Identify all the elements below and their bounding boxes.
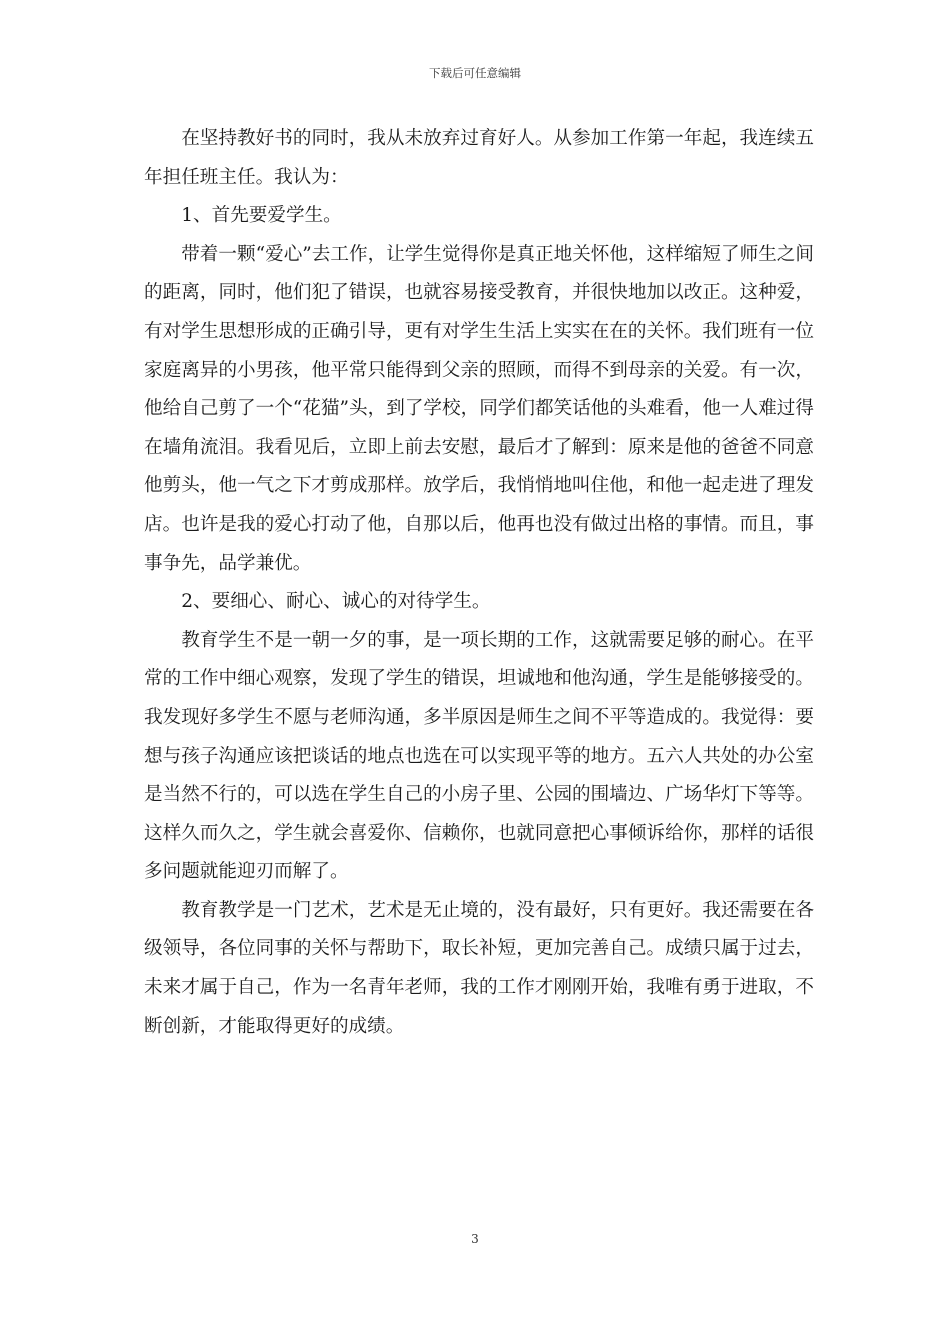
page-number: 3 [471,1232,479,1246]
paragraph-love-students: 带着一颗“爱心”去工作，让学生觉得你是真正地关怀他，这样缩短了师生之间的距离，同时，他们犯了错误，也就容易接受教育，并很快地加以改正。这种爱，有对学生思想形成的正确引导，更有对学生生活上实实在在的关怀。我们班有一位家庭离异的小男孩，他平常只能得到父亲的照顾，而得不到母亲的关爱。有一次，他给自己剪了一个“花猫”头，到了学校，同学们都笑话他的头难看，他一人难过得在墙角流泪。我看见后，立即上前去安慰，最后才了解到：原来是他的爸爸不同意他剪头，他一气之下才剪成那样。放学后，我悄悄地叫住他，和他一起走进了理发店。也许是我的爱心打动了他，自那以后，他再也没有做过出格的事情。而且，事事争先，品学兼优。 [144,243,814,574]
paragraph-intro: 在坚持教好书的同时，我从未放弃过育好人。从参加工作第一年起，我连续五年担任班主任。我认为： [144,128,814,188]
page-header: 下载后可任意编辑 [429,66,521,80]
paragraph-patience: 教育学生不是一朝一夕的事，是一项长期的工作，这就需要足够的耐心。在平常的工作中细心观察，发现了学生的错误，坦诚地和他沟通，学生是能够接受的。我发现好多学生不愿与老师沟通，多半原因是师生之间不平等造成的。我觉得：要想与孩子沟通应该把谈话的地点也选在可以实现平等的地方。五六人共处的办公室是当然不行的，可以选在学生自己的小房子里、公园的围墙边、广场华灯下等等。这样久而久之，学生就会喜爱你、信赖你，也就同意把心事倾诉给你，那样的话很多问题就能迎刃而解了。 [144,629,814,883]
document-body [144,120,814,1046]
paragraph-heading-2: 2、要细心、耐心、诚心的对待学生。 [181,591,491,613]
paragraph-conclusion: 教育教学是一门艺术，艺术是无止境的，没有最好，只有更好。我还需要在各级领导，各位同事的关怀与帮助下，取长补短，更加完善自己。成绩只属于过去，未来才属于自己，作为一名青年老师，我的工作才刚刚开始，我唯有勇于进取，不断创新，才能取得更好的成绩。 [144,899,814,1037]
paragraph-heading-1: 1、首先要爱学生。 [181,205,342,227]
